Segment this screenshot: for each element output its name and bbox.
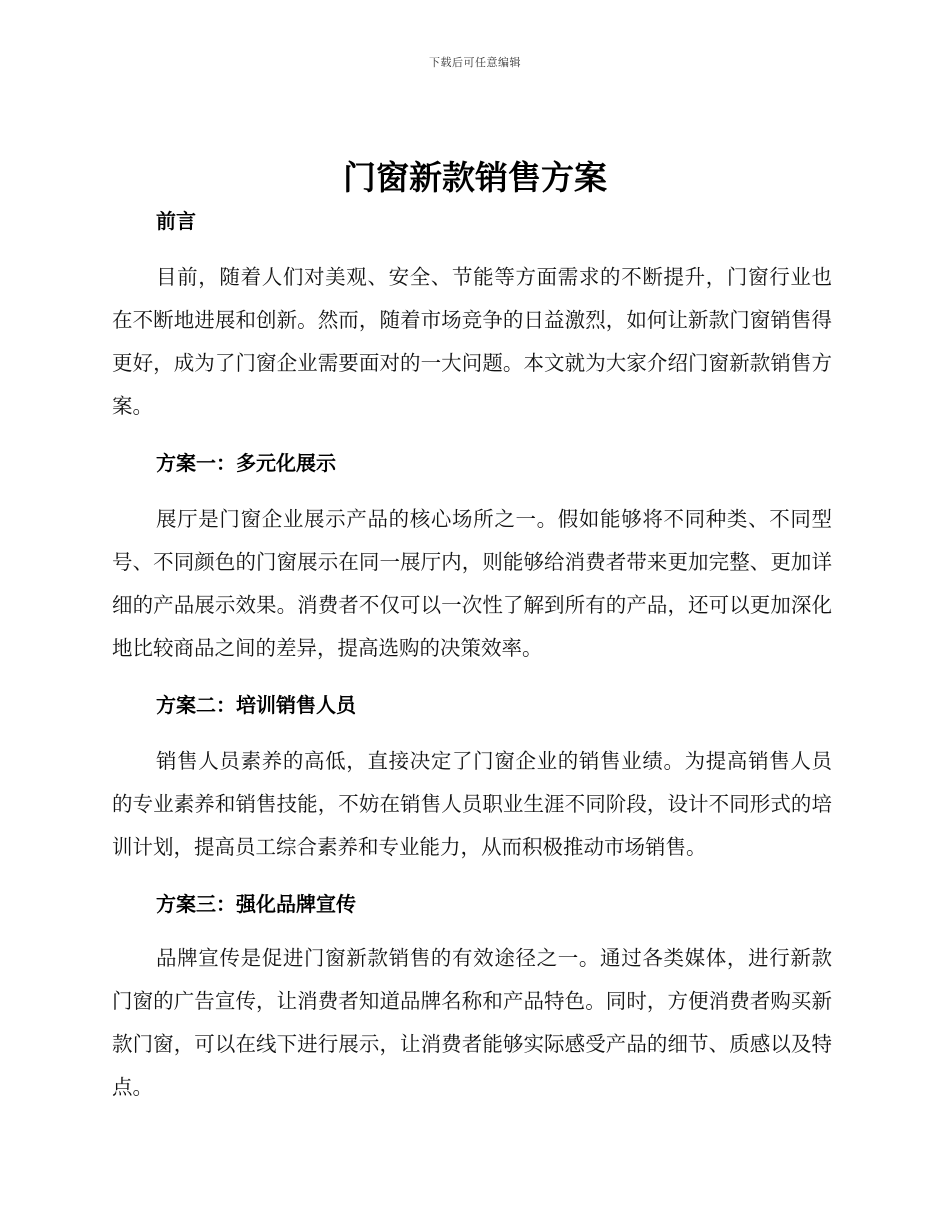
- section-paragraph-plan-1: 展厅是门窗企业展示产品的核心场所之一。假如能够将不同种类、不同型号、不同颜色的门窗展示在同一展厅内，则能够给消费者带来更加完整、更加详细的产品展示效果。消费者不仅可以一次性了解到所有的产品，还可以更加深化地比较商品之间的差异，提高选购的决策效率。: [112, 507, 832, 660]
- section-paragraph-preface: 目前，随着人们对美观、安全、节能等方面需求的不断提升，门窗行业也在不断地进展和创新。然而，随着市场竞争的日益激烈，如何让新款门窗销售得更好，成为了门窗企业需要面对的一大问题。本文就为大家介绍门窗新款销售方案。: [112, 265, 832, 418]
- page-header-note: 下载后可任意编辑: [429, 56, 521, 69]
- section-paragraph-plan-2: 销售人员素养的高低，直接决定了门窗企业的销售业绩。为提高销售人员的专业素养和销售技能，不妨在销售人员职业生涯不同阶段，设计不同形式的培训计划，提高员工综合素养和专业能力，从而积极推动市场销售。: [112, 749, 832, 859]
- section-paragraph-plan-3: 品牌宣传是促进门窗新款销售的有效途径之一。通过各类媒体，进行新款门窗的广告宣传，让消费者知道品牌名称和产品特色。同时，方便消费者购买新款门窗，可以在线下进行展示，让消费者能够实际感受产品的细节、质感以及特点。: [112, 946, 832, 1099]
- document-body: [112, 200, 832, 1109]
- document-title: 门窗新款销售方案: [343, 158, 607, 197]
- section-heading-plan-2: 方案二：培训销售人员: [156, 693, 356, 717]
- section-heading-plan-1: 方案一：多元化展示: [156, 451, 336, 475]
- section-heading-plan-3: 方案三：强化品牌宣传: [156, 892, 356, 916]
- section-heading-preface: 前言: [156, 209, 196, 233]
